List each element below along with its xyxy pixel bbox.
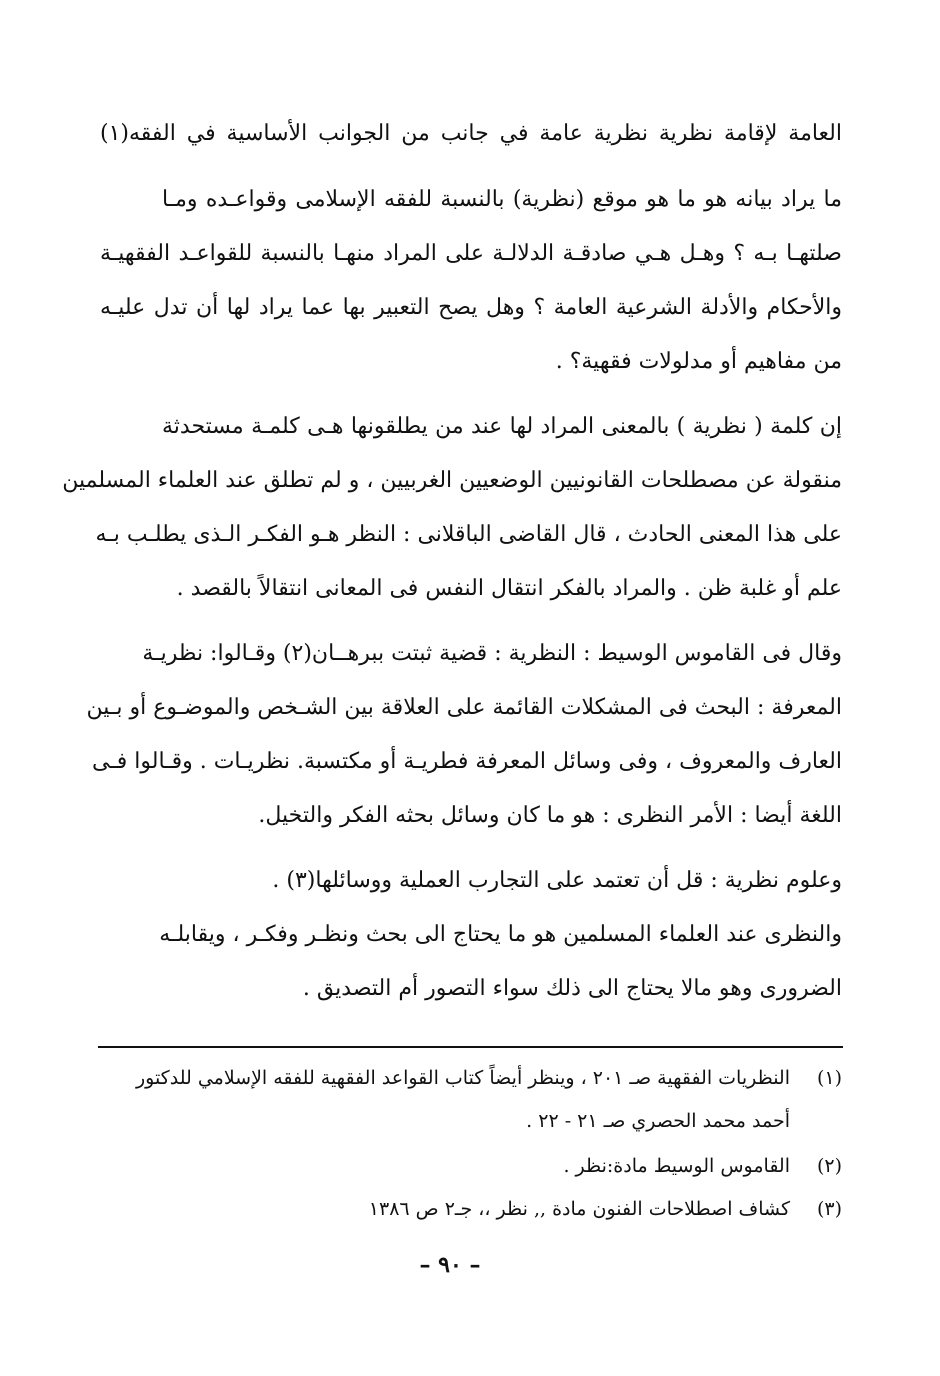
body-line: الضرورى وهو مالا يحتاج الى ذلك سواء التصور أم التصديق . (302, 976, 842, 1001)
body-line: صلتهـا بـه ؟ وهـل هـي صادقـة الدلالـة على المراد منهـا بالنسبة للقواعـد الفقهيـة (100, 241, 842, 266)
body-line: من مفاهيم أو مدلولات فقهية؟ . (555, 349, 842, 374)
footnote-divider (98, 1046, 843, 1048)
footnote-text: كشاف اصطلاحات الفنون مادة ,, نظر ،، جـ٢ ص ١٣٨٦ (368, 1198, 790, 1220)
footnote-number: (٢) (816, 1155, 842, 1177)
body-line: إن كلمة ( نظرية ) بالمعنى المراد لها عند من يطلقونها هـى كلمـة مستحدثة (162, 414, 842, 439)
footnote-text: القاموس الوسيط مادة:نظر . (563, 1155, 790, 1177)
body-line: العامة لإقامة نظرية نظرية عامة في جانب من الجوانب الأساسية في الفقه(١) (100, 121, 842, 146)
body-line: وعلوم نظرية : قل أن تعتمد على التجارب العملية ووسائلها(٣) . (272, 868, 842, 893)
footnote-number: (١) (816, 1067, 842, 1089)
body-line: منقولة عن مصطلحات القانونيين الوضعيين الغربيين ، و لم تطلق عند العلماء المسلمين (62, 468, 842, 493)
footnote-text: النظريات الفقهية صـ ٢٠١ ، وينظر أيضاً كتاب القواعد الفقهية للفقه الإسلامي للدكتور (135, 1067, 790, 1089)
body-line: اللغة أيضا : الأمر النظرى : هو ما كان وسائل بحثه الفكر والتخيل. (258, 803, 842, 828)
body-line: على هذا المعنى الحادث ، قال القاضى الباقلانى : النظر هـو الفكـر الـذى يطلـب بـه (95, 522, 842, 547)
body-line: والنظرى عند العلماء المسلمين هو ما يحتاج الى بحث ونظـر وفكـر ، ويقابلـه (159, 922, 842, 947)
body-line: وقال فى القاموس الوسيط : النظرية : قضية ثبتت ببرهــان(٢) وقـالوا: نظريـة (142, 641, 842, 666)
body-line: العارف والمعروف ، وفى وسائل المعرفة فطريـة أو مكتسبة. نظريـات . وقـالوا فـى (91, 749, 842, 774)
body-line: والأحكام والأدلة الشرعية العامة ؟ وهل يصح التعبير بها عما يراد لها أن تدل عليـه (100, 295, 842, 320)
footnote-text: أحمد محمد الحصري صـ ٢١ - ٢٢ . (526, 1110, 790, 1132)
body-line: علم أو غلبة ظن . والمراد بالفكر انتقال النفس فى المعانى انتقالاً بالقصد . (176, 576, 842, 601)
body-line: المعرفة : البحث فى المشكلات القائمة على العلاقة بين الشـخص والموضـوع أو بـين (86, 695, 842, 720)
page-number: – ٩٠ – (419, 1252, 481, 1278)
body-line: ما يراد بيانه هو ما هو موقع (نظرية) بالنسبة للفقه الإسلامى وقواعـده ومـا (162, 187, 842, 212)
footnote-number: (٣) (816, 1198, 842, 1220)
